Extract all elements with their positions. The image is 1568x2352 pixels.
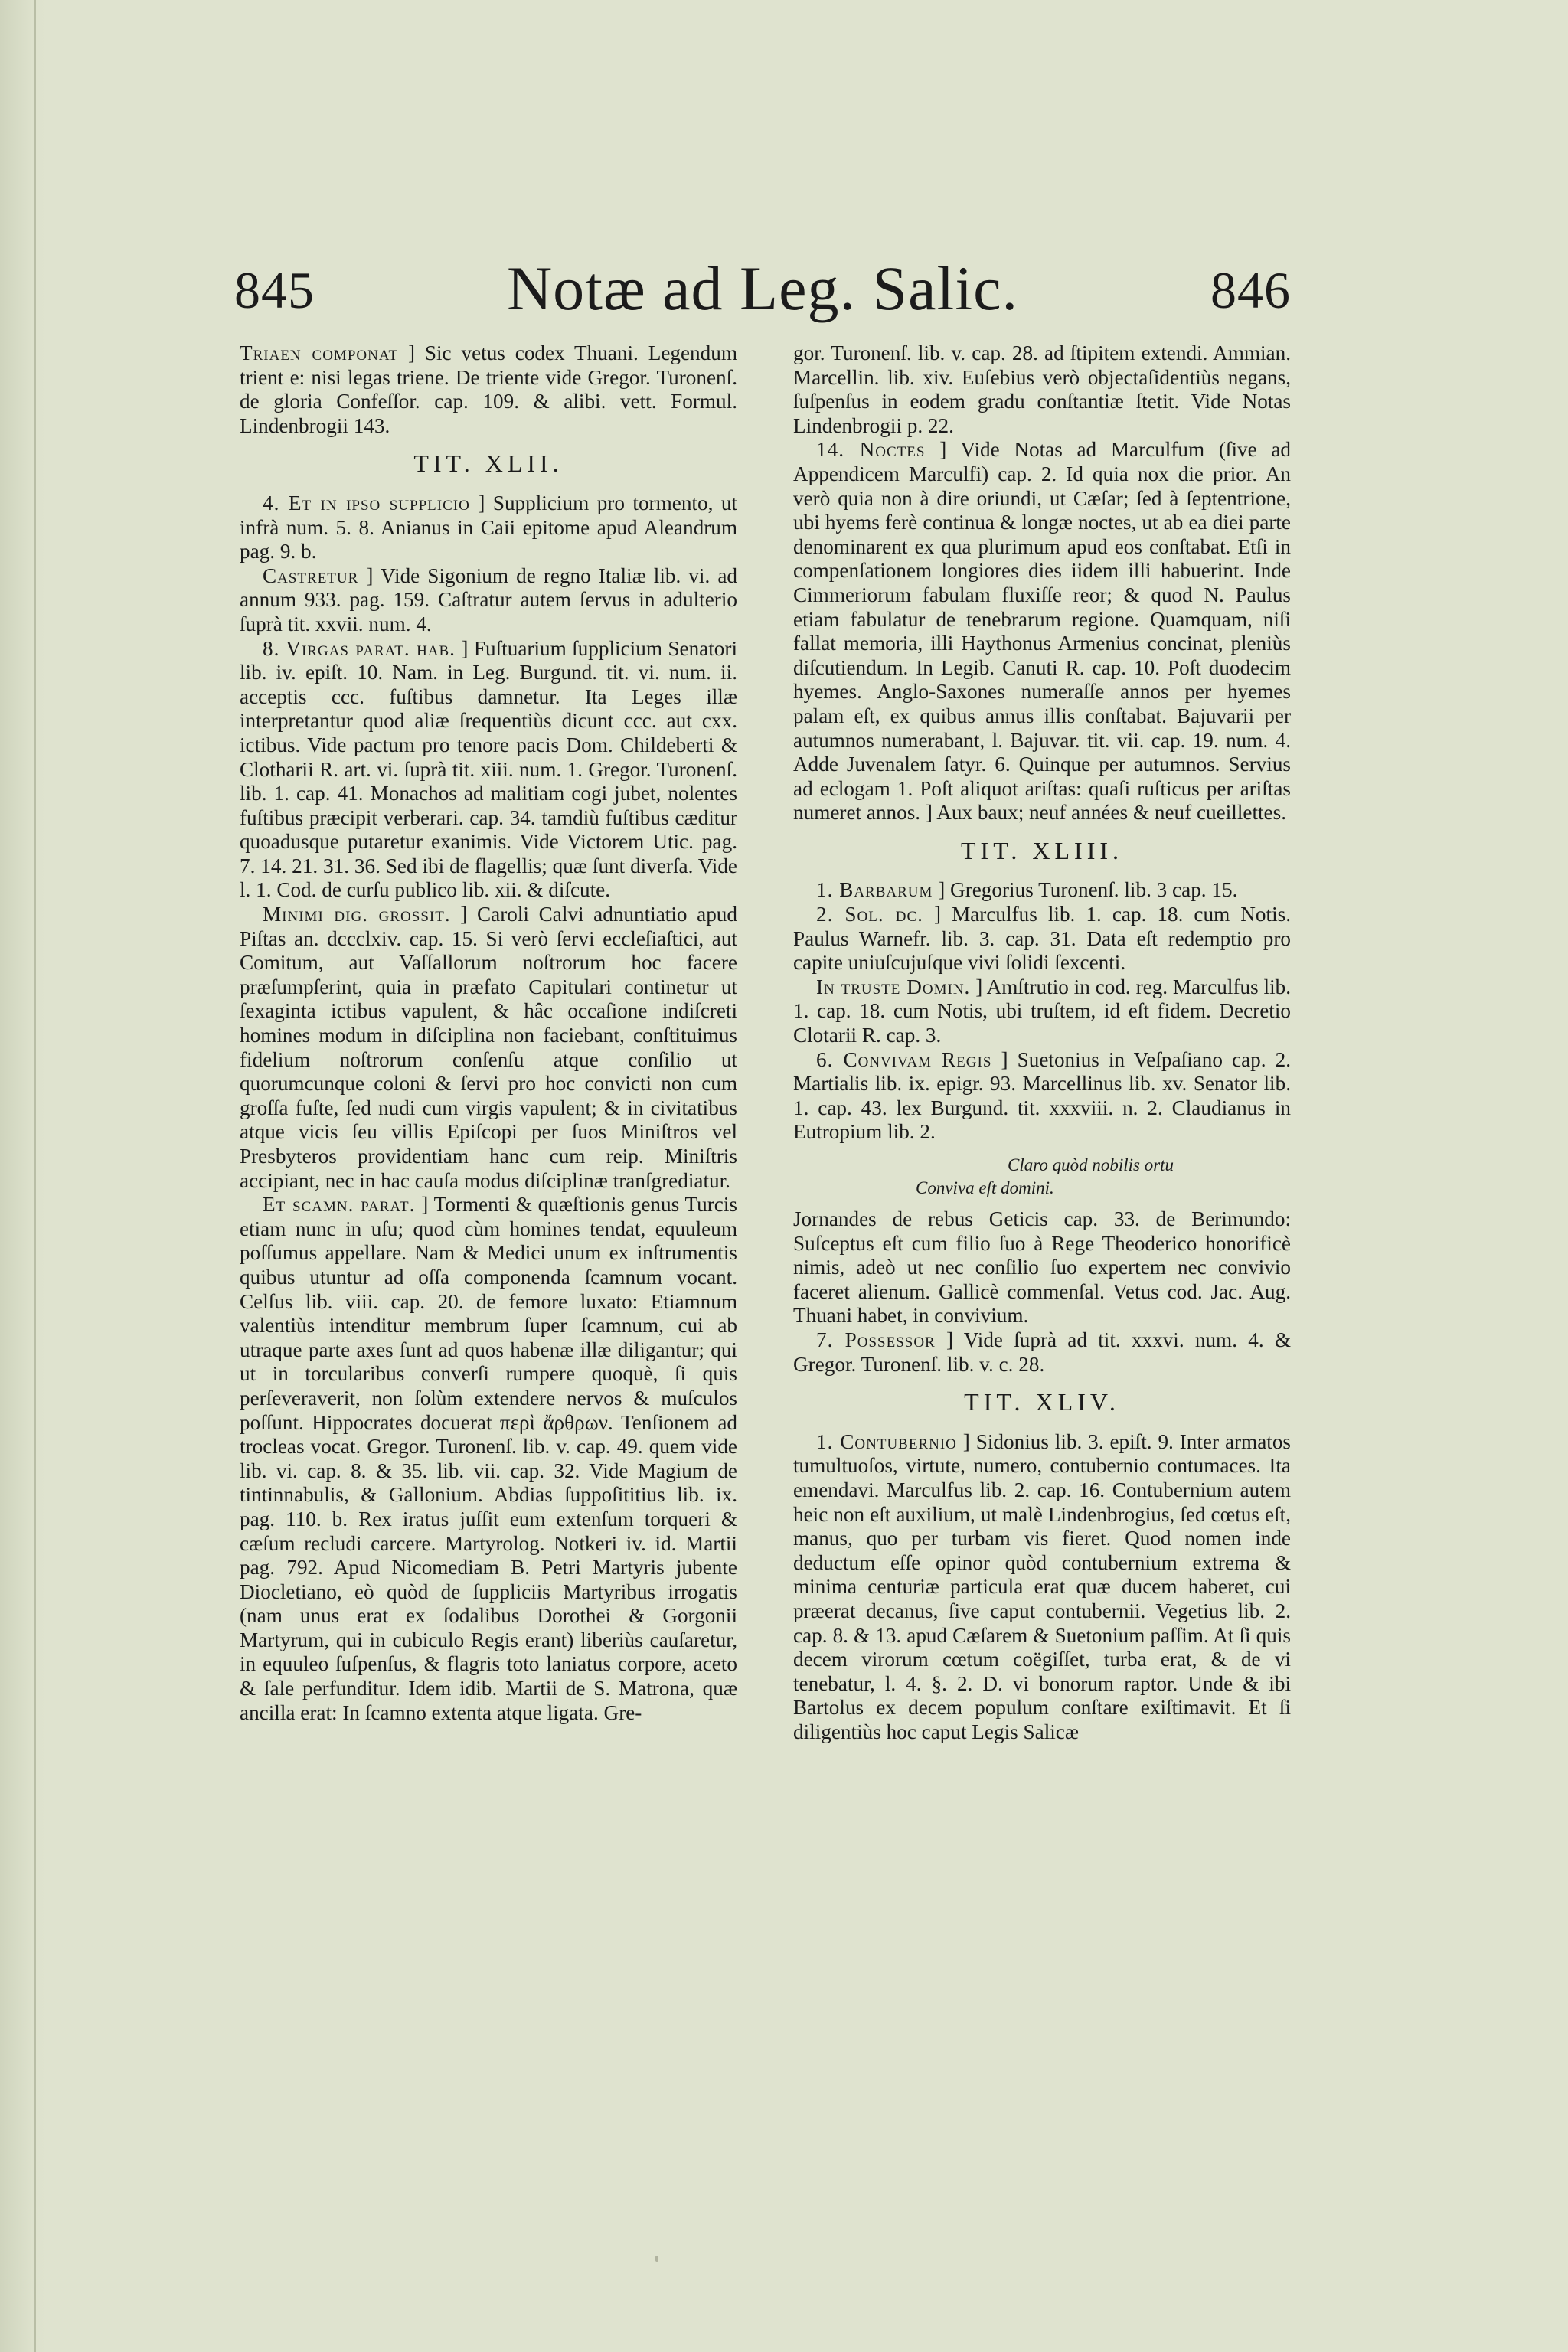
note-paragraph (240, 1193, 737, 1725)
note-paragraph (240, 564, 737, 637)
note-paragraph (793, 1207, 1291, 1328)
note-text: ] Marculfus lib. 1. cap. 18. cum Notis. Paulus Warnefr. lib. 3. cap. 31. Data eſt redemptio pro capite uniuſcujuſque vivi ſolidi ſexcenti. (793, 903, 1291, 975)
note-paragraph (793, 438, 1291, 825)
note-text: ] Suetonius in Veſpaſiano cap. 2. Martialis lib. ix. epigr. 93. Marcellinus lib. xv. Senator lib. 1. cap. 43. lex Burgund. tit. xxxviii. n. 2. Claudianus in Eutropium lib. 2. (793, 1047, 1291, 1144)
note-paragraph (793, 1430, 1291, 1745)
note-paragraph (793, 903, 1291, 975)
page-number-left: 845 (234, 261, 315, 319)
note-text: ] Sidonius lib. 3. epiſt. 9. Inter armatos tumultuoſos, virtute, numero, contubernio contumaces. Ita emendavi. Marculfus lib. 2. cap. 16. Contubernium autem heic non eſt auxilium, ut malè Lindenbrogius, ſed cœtus eſt, manus, quo per turbam vis fieret. Quod nomen inde deductum eſſe opinor quòd contubernium extrema & minima centuriæ particula erat quæ ducem haberet, cui præerat decanus, ſive caput contubernii. Vegetius lib. 2. cap. 8. & 13. apud Cæſarem & Suetonium paſſim. At ſi quis decem virorum cœtum coëgiſſet, turba erat, & de vi tenebatur, l. 4. §. 2. D. vi bonorum raptor. Unde & ibi Bartolus ex decem populum conſtare exiſtimavit. Et ſi diligentiùs hoc caput Legis Salicæ (793, 1429, 1292, 1743)
section-title: TIT. XLII. (413, 449, 564, 478)
note-lemma: Triaen componat (240, 341, 399, 364)
note-lemma: 1. Contubernio (816, 1429, 957, 1453)
page-number-right: 846 (1210, 261, 1291, 319)
note-paragraph (240, 492, 737, 564)
note-text: ] Sic vetus codex Thuani. Legendum trient e: nisi legas triene. De triente vide Gregor. Turonenſ. de gloria Confeſſor. cap. 109. & alibi. vett. Formul. Lindenbrogii 143. (240, 341, 737, 437)
verse-line: Claro quòd nobilis ortu (1008, 1155, 1174, 1174)
book-spine-shadow (0, 0, 46, 2352)
page-header (234, 253, 1291, 337)
note-text: ] Vide Notas ad Marculfum (ſive ad Appendicem Marculfi) cap. 2. Id quia nox die prior. An verò quia non à dire oriundi, ut Cæſar; ſed à ſeptentrione, ubi hyems ferè continua & longæ noctes, ut ab ea diei parte denominarent ex qua plurimum apud eos conſtabat. Etſi in compenſationem longiores dies iidem illi habuerint. Inde Cimmeriorum fabulam fluxiſſe reor; & quod N. Paulus etiam fabulatur de tenebrarum regione. Quamquam, niſi fallat memoria, illi Haythonus Armenius concinat, pleniùs diſcutiendum. In Legib. Canuti R. cap. 10. Poſt duodecim hyemes. Anglo-Saxones numeraſſe annos per hyemes palam eſt, ex quibus annus illis conſtabat. Bajuvarii per autumnos numerabant, l. Bajuvar. tit. vii. cap. 19. num. 4. Adde Juvenalem ſatyr. 6. Quinque per autumnos. Servius ad eclogam 1. Poſt aliquot ariſtas: quaſi ruſticus per ariſtas numeret annos. ] Aux baux; neuf années & neuf cueillettes. (793, 438, 1292, 825)
note-lemma: 8. Virgas parat. hab. (263, 636, 456, 660)
note-text: gor. Turonenſ. lib. v. cap. 28. ad ſtipitem extendi. Ammian. Marcellin. lib. xiv. Euſebius verò objectaſidentiùs negans, ſuſpenſus in eodem gradu conſtantiæ ſtetit. Vide Notas Lindenbrogii p. 22. (793, 341, 1291, 437)
left-column (240, 341, 737, 1725)
note-paragraph (793, 1328, 1291, 1377)
note-paragraph (793, 878, 1291, 903)
note-lemma: Minimi dig. grossit. (263, 903, 451, 926)
verse-line: Conviva eſt domini. (916, 1178, 1054, 1197)
section-title: TIT. XLIII. (961, 836, 1123, 864)
note-paragraph (240, 341, 737, 438)
note-lemma: 7. Possessor (816, 1328, 936, 1351)
note-text: ] Caroli Calvi adnuntiatio apud Piſtas an. dccclxiv. cap. 15. Si verò ſervi eccleſiaſtici, aut Comitum, aut Vaſſallorum noſtrorum hoc facere præſumpſerint, quia in præfato Capitulari continetur ut ſexaginta ictibus vapulent, & hâc occaſione indiſcreti homines modum in diſciplina non faciebant, conſtituimus fidelium noſtrorum conſenſu atque conſilio ut quorumcunque coloni & ſervi pro hoc convicti non cum groſſa fuſte, ſed nudi cum virgis vapulent; & in civitatibus atque vicis ſeu villis Epiſcopi per ſuos Miniſtros vel Presbyteros providentiam hanc cum reip. Miniſtris accipiant, nec in hac cauſa modus diſciplinæ tranſgrediatur. (240, 903, 737, 1192)
verse-quotation (793, 1154, 1291, 1200)
running-title: Notæ ad Leg. Salic. (506, 253, 1019, 323)
note-lemma: 14. Noctes (816, 438, 926, 462)
note-text: ] Vide ſuprà ad tit. xxxvi. num. 4. & Gregor. Turonenſ. lib. v. c. 28. (793, 1328, 1291, 1376)
note-paragraph (240, 637, 737, 903)
note-text: ] Supplicium pro tormento, ut infrà num. 5. 8. Anianus in Caii epitome apud Aleandrum pag. 9. b. (240, 491, 737, 564)
note-paragraph (793, 341, 1291, 438)
note-text: ] Vide Sigonium de regno Italiæ lib. vi. ad annum 933. pag. 159. Caſtratur autem ſervus in adulterio ſuprà tit. xxvii. num. 4. (240, 564, 738, 635)
binding-line (34, 0, 36, 2352)
note-lemma: 2. Sol. dc. (816, 903, 923, 926)
note-lemma: In truste Domin. (816, 975, 971, 998)
note-paragraph (793, 1048, 1291, 1145)
note-lemma: 1. Barbarum (816, 878, 933, 902)
paper-speck (655, 2256, 658, 2262)
note-text: ] Tormenti & quæſtionis genus Turcis etiam nunc in uſu; quod cùm homines tendat, equuleum poſſumus appellare. Nam & Medici unum ex inſtrumentis quibus utuntur ad oſſa componenda ſcamnum vocant. Celſus lib. viii. cap. 20. de femore luxato: Etiamnum valentiùs intenditur membrum ſuper ſcamnum, cui ab utraque parte axes ſunt ad quos habenæ illæ diligantur; qui ut in torcularibus converſi rumpere quoquè, ſi quis perſeveraverit, non ſolùm extendere nervos & muſculos poſſunt. Hippocrates docuerat περὶ ἄρθρων. Tenſionem ad trocleas vocat. Gregor. Turonenſ. lib. v. cap. 49. quem vide lib. vi. cap. 8. & 35. lib. vii. cap. 32. Vide Magium de tintinnabulis, & Gallonium. Abdias ſuppoſititius lib. ix. pag. 110. b. Rex iratus juſſit eum extenſum torqueri & cæſum recludi carcere. Martyrolog. Notkeri iv. id. Martii pag. 792. Apud Nicomediam B. Petri Martyris jubente Diocletiano, eò quòd de ſuppliciis Martyribus irrogatis (nam unus erat ex ſodalibus Dorothei & Gorgonii Martyrum, qui in cubiculo Regis erant) liberiùs cauſaretur, in equuleo ſuſpenſus, & flagris toto laniatus corpore, aceto & ſale perfunditur. Idem idib. Martii de S. Matrona, quæ ancilla erat: In ſcamno extenta atque ligata. Gre- (240, 1193, 737, 1724)
note-paragraph (793, 975, 1291, 1048)
note-lemma: 6. Convivam Regis (816, 1047, 992, 1071)
note-text: Jornandes de rebus Geticis cap. 33. de Berimundo: Suſceptus eſt cum filio ſuo à Rege Theoderico honorificè nimis, adeò ut nec conſilio ſuo expertem nec convivio faceret alienum. Gallicè commenſal. Vetus cod. Jac. Aug. Thuani habet, in convivium. (793, 1207, 1291, 1328)
note-lemma: Castretur (263, 564, 359, 587)
note-lemma: Et scamn. parat. (263, 1193, 416, 1217)
note-paragraph (240, 903, 737, 1193)
section-title: TIT. XLIV. (964, 1388, 1120, 1416)
note-text: ] Gregorius Turonenſ. lib. 3 cap. 15. (938, 878, 1238, 902)
note-text: ] Fuſtuarium ſupplicium Senatori lib. iv. epiſt. 10. Nam. in Leg. Burgund. tit. vi. num. ii. acceptis ccc. fuſtibus damnetur. Ita Leges illæ interpretantur quod aliæ ſrequentiùs dicunt ccc. aut cxx. ictibus. Vide pactum pro tenore pacis Dom. Childeberti & Clotharii R. art. vi. ſuprà tit. xiii. num. 1. Gregor. Turonenſ. lib. 1. cap. 41. Monachos ad malitiam cogi jubet, nolentes fuſtibus præcipit verberari. cap. 34. tamdiù fuſtibus cæditur quoadusque putaretur exanimis. Vide Victorem Utic. pag. 7. 14. 21. 31. 36. Sed ibi de flagellis; quæ ſunt diverſa. Vide l. 1. Cod. de curſu publico lib. xii. & diſcute. (240, 636, 737, 902)
note-text: ] Amſtrutio in cod. reg. Marculfus lib. 1. cap. 18. cum Notis, ubi truſtem, id eſt fidem. Decretio Clotarii R. cap. 3. (793, 975, 1292, 1047)
right-column (793, 341, 1291, 1744)
note-lemma: 4. Et in ipso supplicio (263, 491, 470, 514)
